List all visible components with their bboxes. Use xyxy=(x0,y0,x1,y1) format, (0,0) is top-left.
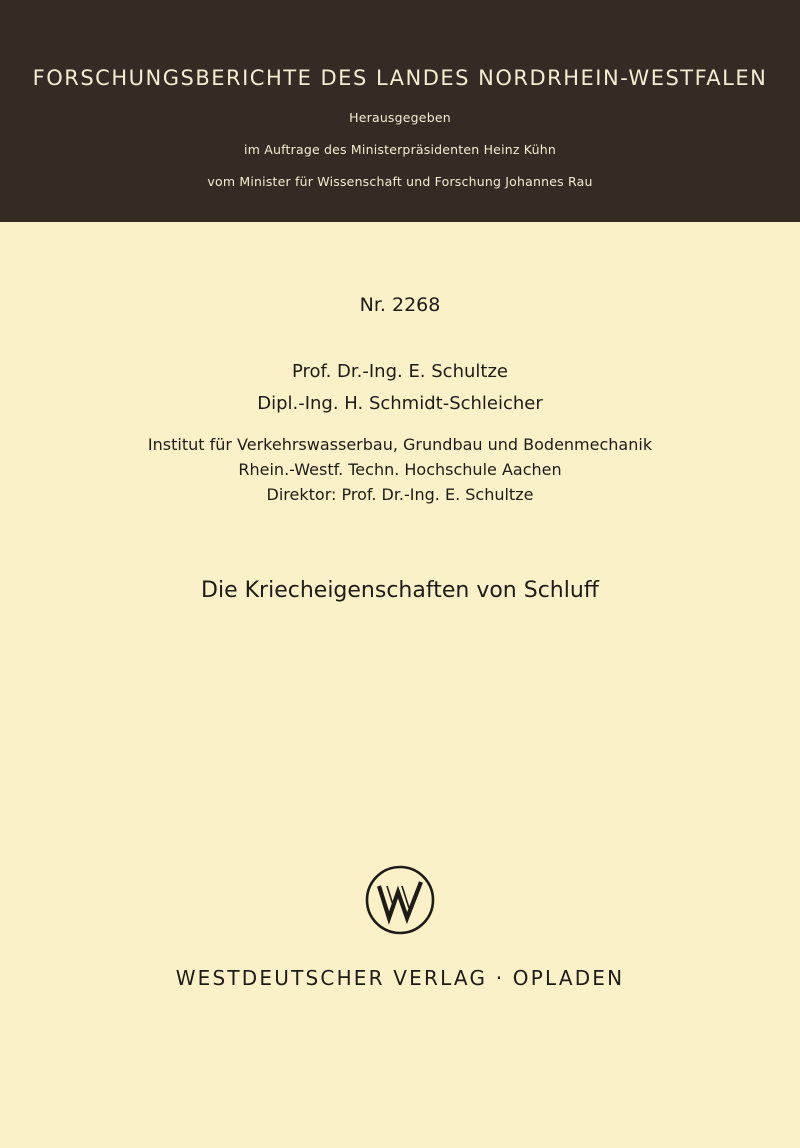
publisher-w-logo-icon xyxy=(364,864,436,936)
publisher-name: WESTDEUTSCHER VERLAG · OPLADEN xyxy=(175,966,625,990)
institute-director: Direktor: Prof. Dr.-Ing. E. Schultze xyxy=(266,485,534,504)
header-band xyxy=(0,0,800,222)
series-title: FORSCHUNGSBERICHTE DES LANDES NORDRHEIN-WESTFALEN xyxy=(32,66,768,90)
institute-university: Rhein.-Westf. Techn. Hochschule Aachen xyxy=(238,460,562,479)
commission-line: im Auftrage des Ministerpräsidenten Heinz Kühn xyxy=(244,142,556,157)
book-title: Die Kriecheigenschaften von Schluff xyxy=(201,578,599,603)
editor-line: Herausgegeben xyxy=(349,110,451,125)
institute-name: Institut für Verkehrswasserbau, Grundbau und Bodenmechanik xyxy=(147,435,653,454)
author-secondary: Dipl.-Ing. H. Schmidt-Schleicher xyxy=(257,393,543,414)
report-number: Nr. 2268 xyxy=(359,294,441,316)
minister-line: vom Minister für Wissenschaft und Forschung Johannes Rau xyxy=(207,174,593,189)
author-primary: Prof. Dr.-Ing. E. Schultze xyxy=(292,361,508,382)
